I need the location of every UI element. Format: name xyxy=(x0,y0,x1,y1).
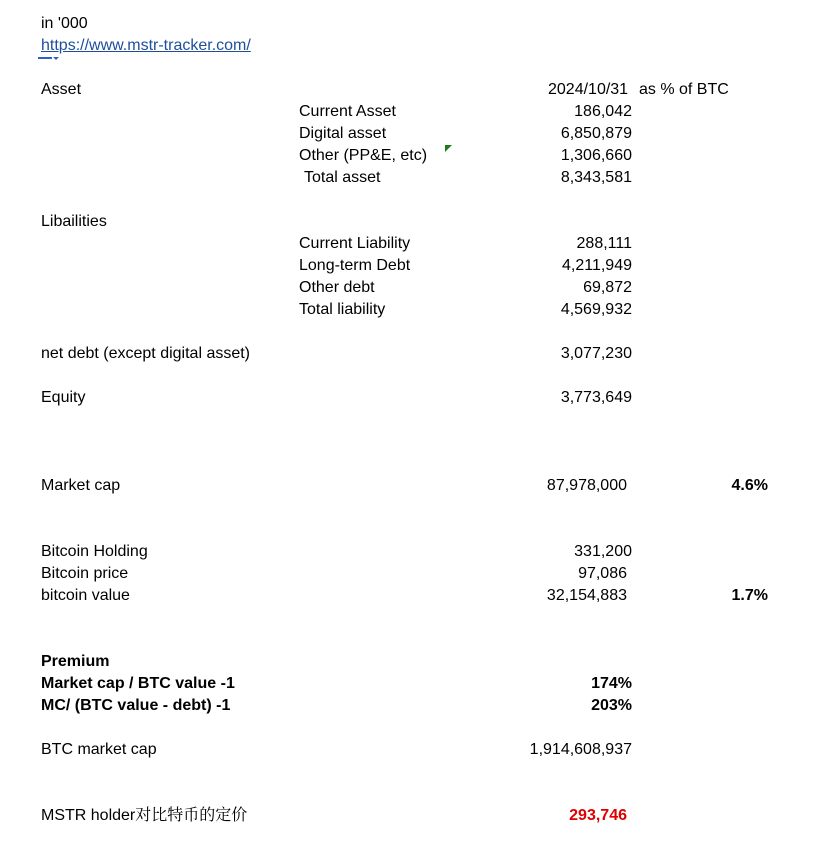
long-term-debt-value: 4,211,949 xyxy=(562,257,632,274)
premium-mc-btc-value: 174% xyxy=(591,675,632,692)
net-debt-value: 3,077,230 xyxy=(560,345,632,362)
market-cap-value: 87,978,000 xyxy=(546,477,627,494)
current-asset-label: Current Asset xyxy=(299,103,396,120)
equity-label: Equity xyxy=(41,389,86,406)
bitcoin-value-label: bitcoin value xyxy=(41,587,130,604)
liabilities-heading: Libailities xyxy=(41,213,107,230)
bitcoin-value-pct: 1.7% xyxy=(731,587,768,604)
mstr-holder-value: 293,746 xyxy=(569,807,627,824)
premium-mc-debt-label: MC/ (BTC value - debt) -1 xyxy=(41,697,231,714)
smart-tag-arrow-icon[interactable] xyxy=(53,57,59,60)
bitcoin-price-label: Bitcoin price xyxy=(41,565,129,582)
digital-asset-label: Digital asset xyxy=(299,125,387,142)
total-asset-value: 8,343,581 xyxy=(560,169,632,186)
total-liability-value: 4,569,932 xyxy=(560,301,632,318)
comment-marker-icon[interactable] xyxy=(445,145,452,152)
current-liability-label: Current Liability xyxy=(299,235,411,252)
digital-asset-value: 6,850,879 xyxy=(560,125,632,142)
premium-mc-debt-value: 203% xyxy=(591,697,632,714)
smart-tag-icon[interactable] xyxy=(38,57,52,59)
premium-heading: Premium xyxy=(41,653,110,670)
market-cap-label: Market cap xyxy=(41,477,121,494)
other-asset-label: Other (PP&E, etc) xyxy=(299,147,428,164)
other-asset-value: 1,306,660 xyxy=(560,147,632,164)
btc-market-cap-value: 1,914,608,937 xyxy=(529,741,632,758)
bitcoin-holding-label: Bitcoin Holding xyxy=(41,543,148,560)
equity-value: 3,773,649 xyxy=(560,389,632,406)
current-liability-value: 288,111 xyxy=(576,235,632,252)
asset-heading: Asset xyxy=(41,81,82,98)
bitcoin-value-value: 32,154,883 xyxy=(546,587,627,604)
date-header: 2024/10/31 xyxy=(548,81,629,98)
source-link[interactable]: https://www.mstr-tracker.com/ xyxy=(41,37,251,54)
total-asset-label: Total asset xyxy=(304,169,381,186)
long-term-debt-label: Long-term Debt xyxy=(299,257,411,274)
other-debt-label: Other debt xyxy=(299,279,375,296)
btc-market-cap-label: BTC market cap xyxy=(41,741,157,758)
premium-mc-btc-label: Market cap / BTC value -1 xyxy=(41,675,235,692)
mstr-holder-label: MSTR holder对比特币的定价 xyxy=(41,807,248,824)
bitcoin-price-value: 97,086 xyxy=(578,565,627,582)
other-debt-value: 69,872 xyxy=(583,279,632,296)
units-note: in '000 xyxy=(41,15,88,32)
bitcoin-holding-value: 331,200 xyxy=(574,543,632,560)
pct-of-btc-header: as % of BTC xyxy=(639,81,729,98)
current-asset-value: 186,042 xyxy=(574,103,632,120)
market-cap-pct: 4.6% xyxy=(731,477,768,494)
net-debt-label: net debt (except digital asset) xyxy=(41,345,251,362)
total-liability-label: Total liability xyxy=(299,301,386,318)
